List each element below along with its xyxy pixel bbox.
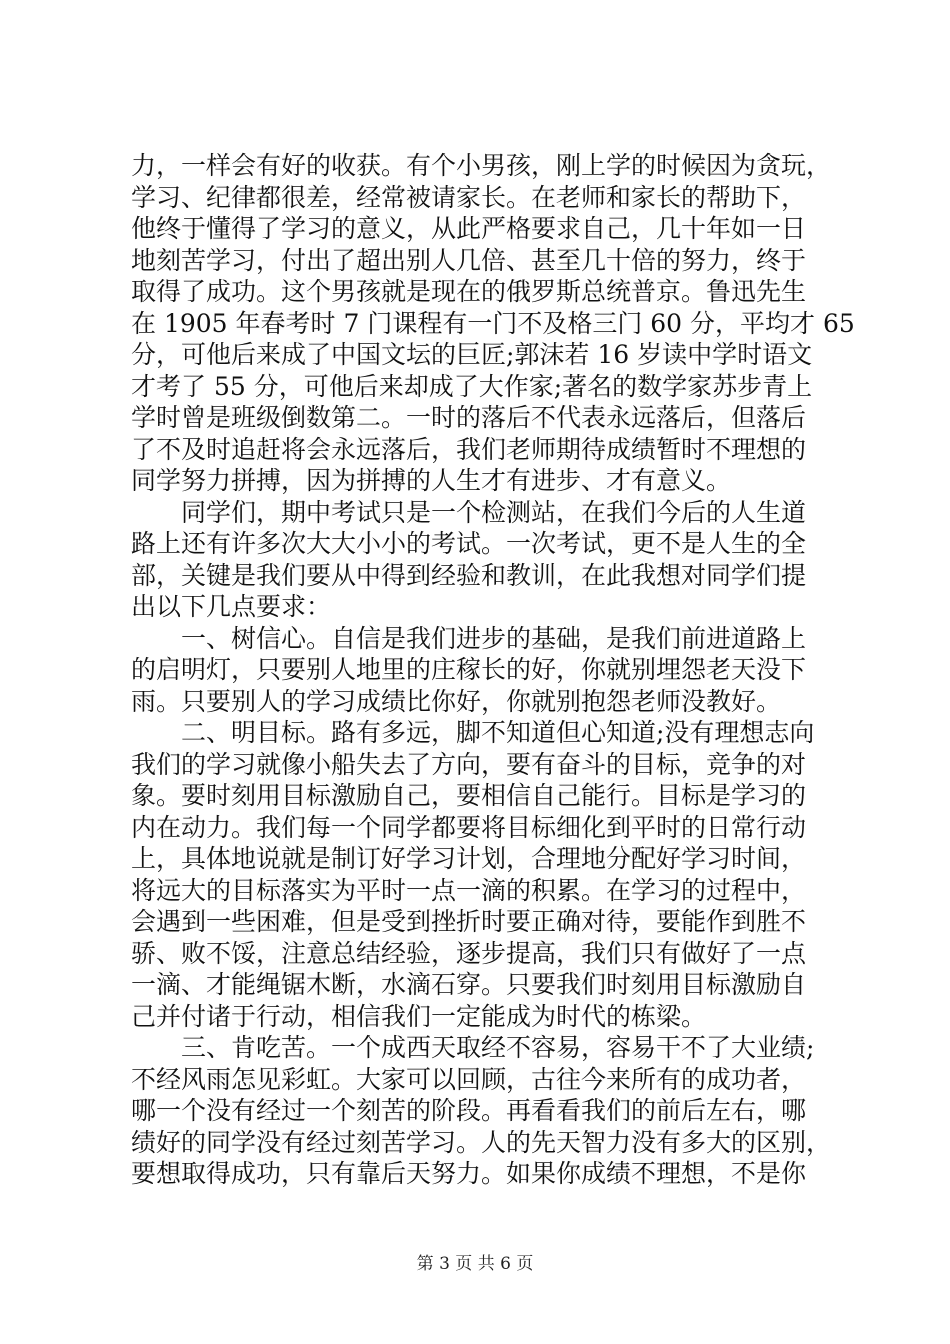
text-line: 二、明目标。路有多远，脚不知道但心知道;没有理想志向 [131, 718, 815, 747]
text-line: 三、肯吃苦。一个成西天取经不容易，容易干不了大业绩; [131, 1033, 815, 1062]
text-line: 象。要时刻用目标激励自己，要相信自己能行。目标是学习的 [131, 781, 807, 810]
text-line: 将远大的目标落实为平时一点一滴的积累。在学习的过程中， [131, 875, 807, 905]
text-line: 了不及时追赶将会永远落后，我们老师期待成绩暂时不理想的 [131, 434, 807, 464]
text-line: 同学们，期中考试只是一个检测站，在我们今后的人生道 [131, 497, 807, 527]
text-line: 部，关键是我们要从中得到经验和教训，在此我想对同学们提 [131, 560, 807, 590]
text-line: 同学努力拼搏，因为拼搏的人生才有进步、才有意义。 [131, 466, 732, 495]
text-line: 哪一个没有经过一个刻苦的阶段。再看看我们的前后左右，哪 [131, 1096, 807, 1125]
text-line: 一、树信心。自信是我们进步的基础，是我们前进道路上 [131, 623, 807, 653]
text-line: 内在动力。我们每一个同学都要将目标细化到平时的日常行动 [131, 812, 807, 842]
text-line: 才考了 55 分，可他后来却成了大作家;著名的数学家苏步青上 [131, 371, 813, 401]
page-footer: 第 3 页 共 6 页 [416, 1254, 534, 1274]
text-line: 他终于懂得了学习的意义，从此严格要求自己，几十年如一日 [131, 214, 807, 243]
text-line: 学时曾是班级倒数第二。一时的落后不代表永远落后，但落后 [131, 403, 807, 432]
text-line: 的启明灯，只要别人地里的庄稼长的好，你就别埋怨老天没下 [131, 655, 807, 684]
text-line: 绩好的同学没有经过刻苦学习。人的先天智力没有多大的区别， [131, 1127, 832, 1157]
text-line: 雨。只要别人的学习成绩比你好，你就别抱怨老师没教好。 [131, 686, 782, 716]
text-line: 一滴、才能绳锯木断，水滴石穿。只要我们时刻用目标激励自 [131, 970, 807, 999]
text-line: 要想取得成功，只有靠后天努力。如果你成绩不理想，不是你 [131, 1159, 807, 1188]
text-line: 分，可他后来成了中国文坛的巨匠;郭沫若 16 岁读中学时语文 [131, 340, 813, 369]
text-line: 学习、纪律都很差，经常被请家长。在老师和家长的帮助下， [131, 182, 807, 212]
text-line: 在 1905 年春考时 7 门课程有一门不及格三门 60 分，平均才 65 [131, 308, 855, 338]
text-line: 路上还有许多次大大小小的考试。一次考试，更不是人生的全 [131, 529, 807, 558]
text-line: 不经风雨怎见彩虹。大家可以回顾，古往今来所有的成功者， [131, 1064, 807, 1094]
text-line: 我们的学习就像小船失去了方向，要有奋斗的目标，竞争的对 [131, 749, 807, 779]
text-line: 己并付诸于行动，相信我们一定能成为时代的栋梁。 [131, 1001, 707, 1031]
text-line: 力，一样会有好的收获。有个小男孩，刚上学的时候因为贪玩， [131, 151, 832, 180]
text-line: 上，具体地说就是制订好学习计划，合理地分配好学习时间， [131, 844, 807, 873]
text-line: 取得了成功。这个男孩就是现在的俄罗斯总统普京。鲁迅先生 [131, 277, 807, 306]
text-line: 地刻苦学习，付出了超出别人几倍、甚至几十倍的努力，终于 [131, 245, 807, 275]
text-line: 出以下几点要求： [131, 592, 332, 621]
document-body [131, 150, 855, 1190]
text-line: 会遇到一些困难，但是受到挫折时要正确对待，要能作到胜不 [131, 907, 807, 936]
text-line: 骄、败不馁，注意总结经验，逐步提高，我们只有做好了一点 [131, 938, 807, 968]
